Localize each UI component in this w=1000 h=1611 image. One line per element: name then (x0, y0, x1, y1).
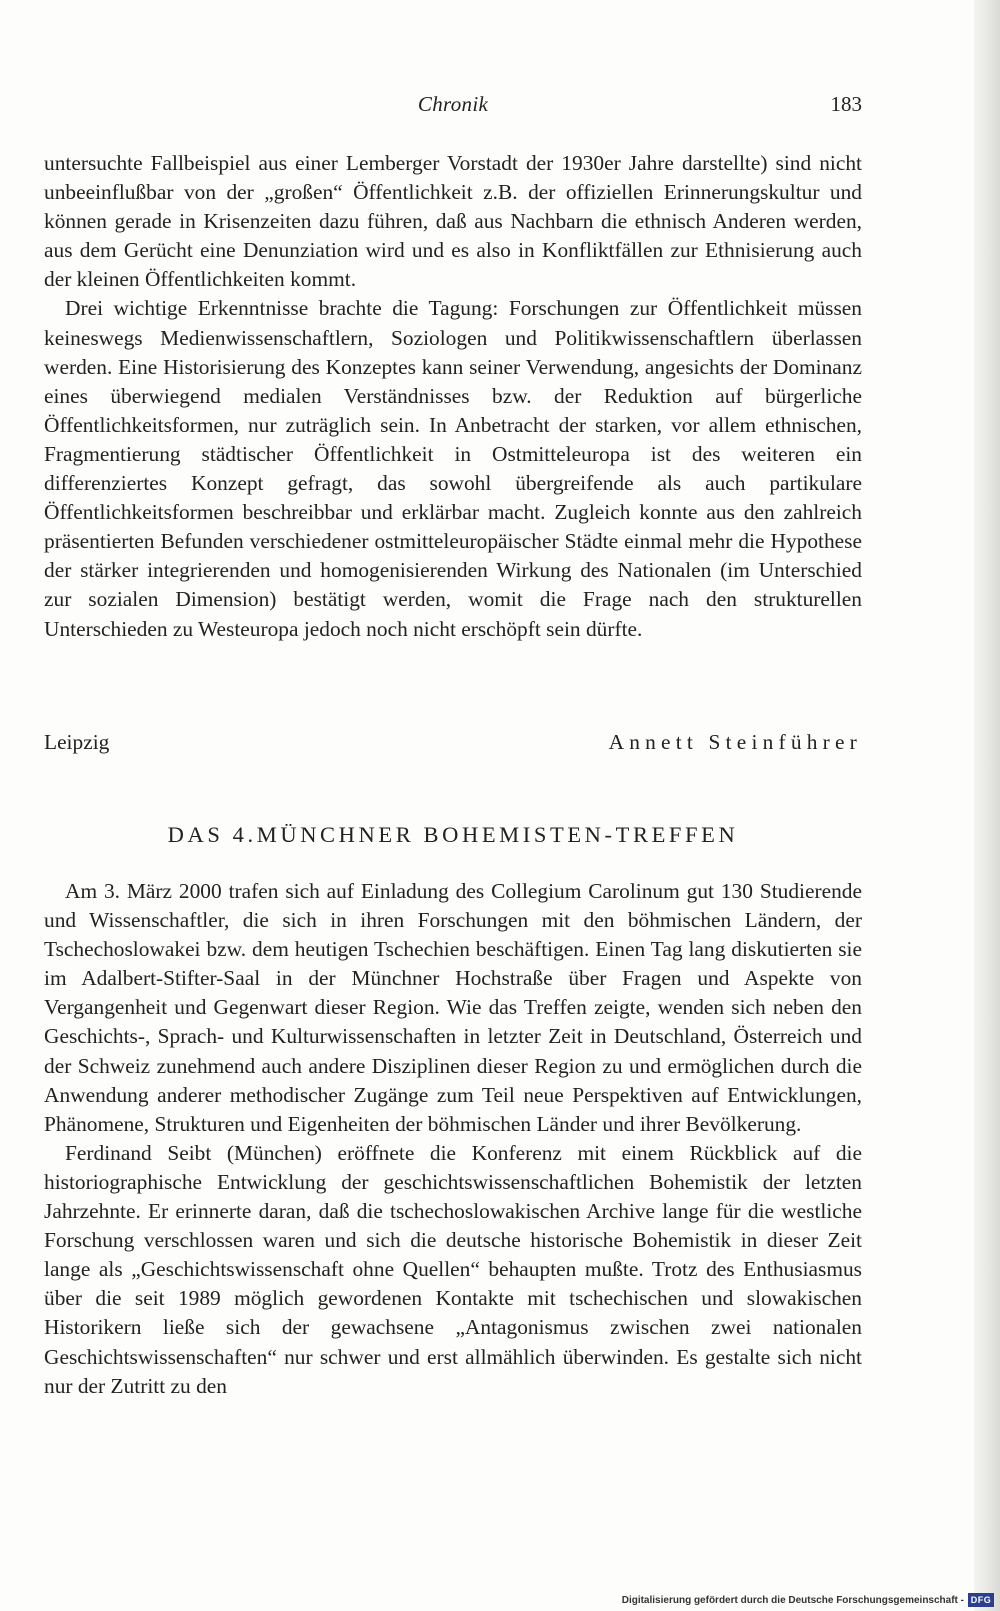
digitization-credit: Digitalisierung gefördert durch die Deutsche Forschungsgemeinschaft - (621, 1594, 964, 1606)
body-text-bottom (44, 877, 862, 1401)
dfg-logo: DFG (968, 1593, 994, 1607)
signature-place: Leipzig (44, 730, 110, 754)
paragraph: untersuchte Fallbeispiel aus einer Lemberger Vorstadt der 1930er Jahre darstellte) sind nicht unbeeinflußbar von der „großen“ Öffentlichkeit z.B. der offiziellen Erinnerungskultur und können gerade in Krisenzeiten dazu führen, daß aus Nachbarn die ethnisch Anderen werden, aus dem Gerücht eine Denunziation wird und es also in Konfliktfällen zur Ethnisierung auch der kleinen Öffentlichkeiten kommt. (44, 151, 862, 292)
page-header (44, 92, 862, 122)
running-title: Chronik (417, 92, 489, 116)
paragraph: Am 3. März 2000 trafen sich auf Einladung des Collegium Carolinum gut 130 Studierende und Wissenschaftler, die sich in ihren Forschungen mit den böhmischen Ländern, der Tschechoslowakei bzw. dem heutigen Tschechien beschäftigen. Einen Tag lang diskutierten sie im Adalbert-Stifter-Saal in der Münchner Hochstraße über Fragen und Aspekte von Vergangenheit und Gegenwart dieser Region. Wie das Treffen zeigte, wenden sich neben den Geschichts-, Sprach- und Kulturwissenschaften in letzter Zeit in Deutschland, Österreich und der Schweiz zunehmend auch andere Disziplinen dieser Region zu und ermöglichen durch die Anwendung anderer methodischer Zugänge zum Teil neue Perspektiven auf Entwicklungen, Phänomene, Strukturen und Eigenheiten der böhmischen Länder und ihrer Bevölkerung. (44, 879, 862, 1136)
section-heading: DAS 4.MÜNCHNER BOHEMISTEN-TREFFEN (167, 822, 739, 847)
paragraph: Drei wichtige Erkenntnisse brachte die Tagung: Forschungen zur Öffentlichkeit müssen keineswegs Medienwissenschaftlern, Soziologen und Politikwissenschaftlern überlassen werden. Eine Historisierung des Konzeptes kann seiner Verwendung, angesichts der Dominanz eines überwiegend medialen Verständnisses bzw. der Reduktion auf bürgerliche Öffentlichkeitsformen, nur zuträglich sein. In Anbetracht der starken, vor allem ethnischen, Fragmentierung städtischer Öffentlichkeit in Ostmitteleuropa ist des weiteren ein differenziertes Konzept gefragt, das sowohl übergreifende als auch partikulare Öffentlichkeitsformen beschreibbar und erklärbar macht. Zugleich konnte aus den zahlreich präsentierten Befunden verschiedener ostmitteleuropäischer Städte einmal mehr die Hypothese der stärker integrierenden und homogenisierenden Wirkung des Nationalen (im Unterschied zur sozialen Dimension) bestätigt werden, womit die Frage nach den strukturellen Unterschieden zu Westeuropa jedoch noch nicht erschöpft sein dürfte. (44, 296, 862, 641)
signature-author: Annett Steinführer (608, 730, 862, 754)
digitization-footer (622, 1591, 994, 1609)
page-number: 183 (830, 92, 862, 116)
signature-line (44, 730, 862, 760)
scan-edge-shadow (974, 0, 1000, 1611)
body-text-top (44, 149, 862, 644)
paragraph: Ferdinand Seibt (München) eröffnete die Konferenz mit einem Rückblick auf die historiographische Entwicklung der geschichtswissenschaftlichen Bohemistik der letzten Jahrzehnte. Er erinnerte daran, daß die tschechoslowakischen Archive lange für die westliche Forschung verschlossen waren und sich die deutsche historische Bohemistik in dieser Zeit lange als „Geschichtswissenschaft ohne Quellen“ behaupten mußte. Trotz des Enthusiasmus über die seit 1989 möglich gewordenen Kontakte mit tschechischen und slowakischen Historikern ließe sich der gewachsene „Antagonismus zwischen zwei nationalen Geschichtswissenschaften“ nur schwer und erst allmählich überwinden. Es gestalte sich nicht nur der Zutritt zu den (44, 1140, 862, 1398)
